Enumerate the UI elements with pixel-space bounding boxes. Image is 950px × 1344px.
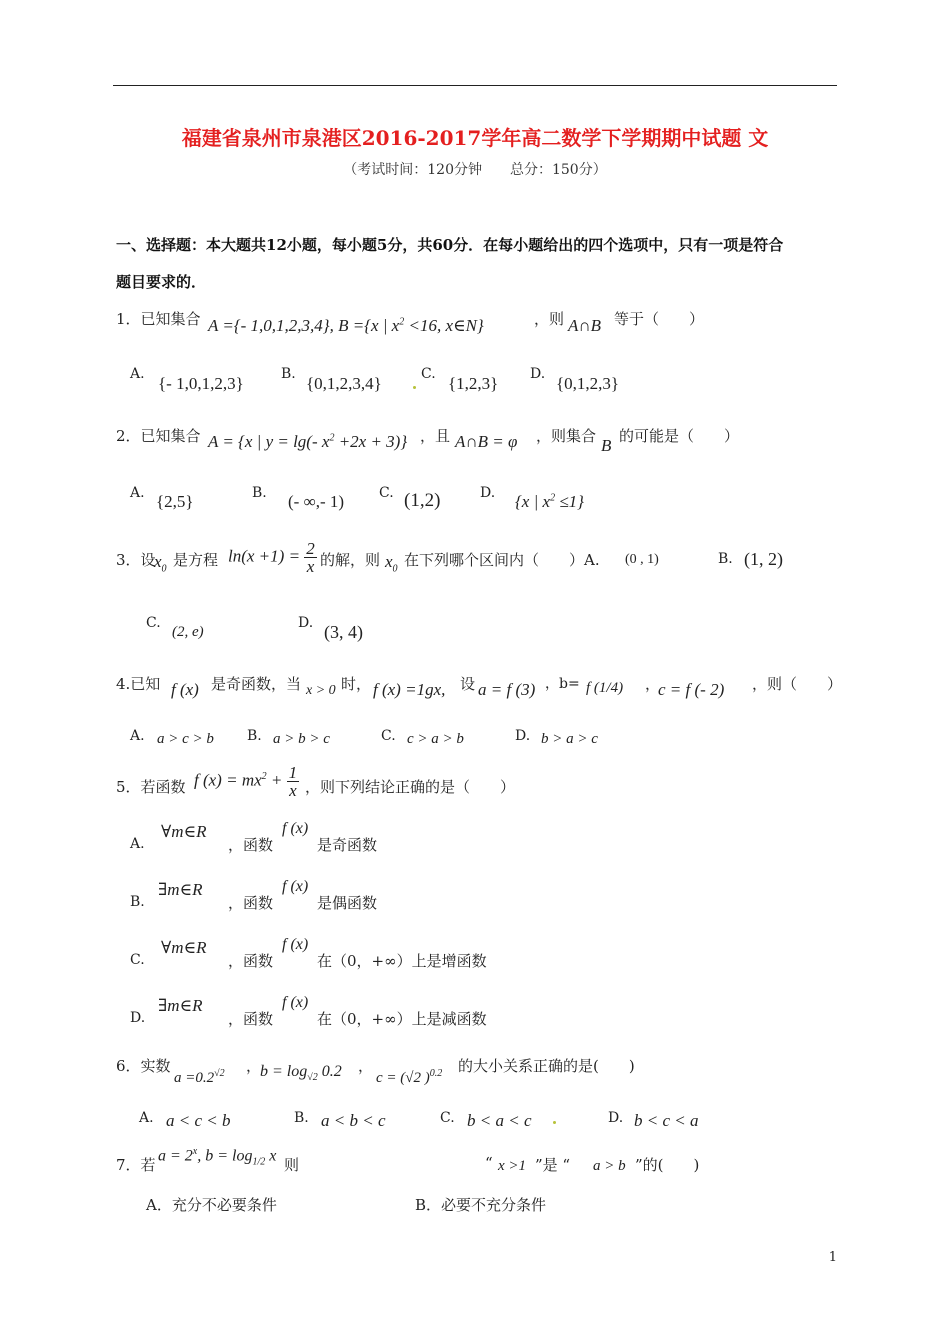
q5-option-d-text2: 在（0，+∞）上是减函数	[317, 1010, 487, 1028]
q5-function-head: f (x) = mx	[194, 770, 262, 790]
q4-fx: f (x)	[171, 680, 199, 699]
q6-option-b: a < b < c	[321, 1111, 386, 1130]
q2-option-a-label: A.	[130, 485, 145, 501]
q5-function-plus: +	[266, 770, 283, 790]
q4-number: 4.已知	[116, 675, 161, 693]
q3-option-c: (2, e)	[172, 624, 204, 640]
q4-tail: ，则（ ）	[752, 675, 843, 693]
q1-intersection: A∩B	[568, 316, 602, 335]
q5-option-b-fx: f (x)	[282, 878, 309, 895]
q5-option-b-text2: 是偶函数	[317, 894, 378, 912]
q1-then: ，则	[534, 310, 565, 328]
q2-option-d-tail: ≤1}	[555, 492, 584, 511]
q2-tail: 的可能是（ ）	[619, 427, 740, 445]
q6-a-exponent: √2	[214, 1068, 225, 1079]
q4-option-d-label: D.	[515, 728, 531, 744]
q1-number: 1．已知集合	[116, 310, 201, 328]
q2-set-a-head: A = {x | y = lg(- x	[208, 432, 330, 451]
q2-option-d-label: D.	[480, 485, 496, 501]
q7-quote-mid: ”是 “	[535, 1156, 571, 1174]
q5-fraction-denominator: x	[289, 781, 297, 800]
q5-prompt: ，则下列结论正确的是（ ）	[305, 778, 516, 796]
q6-option-a-label: A.	[139, 1110, 154, 1126]
q6-a	[174, 1068, 225, 1087]
q5-option-a-fx: f (x)	[282, 820, 309, 837]
q7-b-log: , b = log	[197, 1147, 253, 1165]
q6-a-base: a =0.2	[174, 1070, 215, 1086]
q2-option-d-head: {x | x	[515, 492, 551, 511]
q3-option-d-label: D.	[298, 615, 314, 631]
q3-option-a: (0 , 1)	[625, 552, 659, 567]
q6-option-c-label: C.	[440, 1110, 455, 1126]
q3-x0-ref: $x_0$	[385, 552, 398, 575]
q7-quote-open: “	[485, 1154, 493, 1172]
q3-x0-var: x	[154, 552, 162, 571]
q3-x0: $x_0$	[154, 552, 167, 575]
q5-fraction-numerator: 1	[288, 763, 298, 782]
q3-equation-label: 是方程	[173, 551, 219, 569]
q4-option-b-label: B.	[247, 728, 262, 744]
section-heading-line2: 题目要求的．	[116, 273, 207, 291]
q1-option-d-label: D.	[530, 366, 546, 382]
q4-b-label: ，b=	[545, 676, 580, 692]
page-number: 1	[828, 1250, 837, 1265]
exam-title: 福建省泉州市泉港区2016-2017学年高二数学下学期期中试题 文	[181, 126, 769, 150]
q3-equation	[228, 540, 317, 575]
q7-b-arg: x	[265, 1147, 277, 1165]
q4-option-c: c > a > b	[407, 731, 464, 747]
q2-number: 2．已知集合	[116, 427, 201, 445]
q5-function: f $(x) = mx^2$ + $\frac{1}{x}$	[194, 763, 298, 800]
q5-option-d-quantifier: ∃m∈R	[158, 996, 203, 1015]
q6-number: 6．实数	[116, 1057, 171, 1075]
q4-condition: x > 0	[306, 683, 336, 698]
q4-option-d: b > a > c	[541, 731, 598, 747]
q2-set-a: A = {x | y = lg(- $x^2 +2x + 3$)}	[208, 432, 408, 451]
q3-fraction-denominator: x	[306, 557, 315, 576]
q4-when: 时，	[341, 675, 372, 693]
q2-option-b-label: B.	[252, 485, 267, 501]
q7-a-base: a = 2	[158, 1147, 193, 1165]
q7-condition2: a > b	[593, 1158, 626, 1174]
q4-option-c-label: C.	[381, 728, 396, 744]
q1-option-a-label: A.	[130, 366, 145, 382]
q6-b-log: b = log	[260, 1063, 308, 1080]
q4-option-b: a > b > c	[273, 731, 330, 747]
q7-option-a: A．充分不必要条件	[146, 1196, 277, 1214]
q1-set-b-tail: <16, x∈N}	[404, 316, 484, 335]
q4-b-value: f (1/4)	[586, 680, 624, 696]
q4-c: c = f (- 2)	[658, 680, 725, 699]
q6-b-base: √2	[307, 1072, 318, 1084]
q3-number: 3．设	[116, 551, 156, 569]
q6-c	[376, 1068, 442, 1087]
q1-option-c-label: C.	[421, 366, 436, 382]
q6-sep2: ，	[358, 1057, 374, 1075]
q5-option-a-label: A.	[130, 836, 145, 852]
q2-condition: A∩B = φ	[455, 432, 518, 451]
q6-option-a: a < c < b	[166, 1111, 231, 1130]
q3-fraction-numerator: 2	[306, 539, 315, 558]
q7-number: 7．若	[116, 1156, 156, 1174]
q2-option-a: {2,5}	[156, 492, 194, 511]
q7-then: 则	[284, 1156, 300, 1174]
q2-option-c: (1,2)	[404, 490, 441, 511]
exam-subtitle: （考试时间：120分钟 总分：150分）	[343, 162, 607, 178]
q5-option-c-text1: ，函数	[228, 952, 274, 970]
q3-solution-text: 的解，则	[320, 551, 381, 569]
q1-option-b-label: B.	[281, 366, 296, 382]
q4-a: a = f (3)	[478, 680, 536, 699]
q4-let: 设	[460, 675, 476, 693]
q6-b	[260, 1063, 342, 1083]
section-heading-line1: 一、选择题：本大题共12小题，每小题5分，共60分．在每小题给出的四个选项中，只有一项是符合	[116, 236, 784, 254]
stray-dot-2	[553, 1121, 556, 1124]
q2-set-b: B	[601, 436, 612, 455]
q6-option-c: b < a < c	[467, 1111, 532, 1130]
q2-option-b: (- ∞,- 1)	[288, 492, 345, 511]
q5-option-c-text2: 在（0，+∞）上是增函数	[317, 952, 487, 970]
q3-option-c-label: C.	[146, 615, 161, 631]
q5-option-d-text1: ，函数	[228, 1010, 274, 1028]
q6-c-base: c = (√2 )	[376, 1070, 430, 1086]
q6-sep1: ，	[246, 1057, 262, 1075]
q6-prompt: 的大小关系正确的是( )	[458, 1057, 635, 1075]
q5-option-c-quantifier: ∀m∈R	[161, 938, 207, 957]
q4-comma: ，	[645, 675, 661, 693]
q7-definition	[158, 1146, 276, 1168]
q5-option-d-label: D.	[130, 1010, 146, 1026]
q5-option-b-text1: ，函数	[228, 894, 274, 912]
q3-interval-prompt: 在下列哪个区间内（ ）A.	[404, 551, 600, 569]
q4-definition: f (x) =1gx,	[373, 680, 446, 699]
q7-tail: ”的( )	[635, 1156, 700, 1174]
q5-option-a-quantifier: ∀m∈R	[161, 822, 207, 841]
q4-option-a-label: A.	[130, 728, 145, 744]
q2-option-d: {x | $x^2 \le 1$}	[515, 492, 584, 511]
header-rule	[113, 85, 837, 86]
q3-option-d: (3, 4)	[324, 622, 363, 642]
q1-set-a: A ={- 1,0,1,2,3,4}	[208, 316, 330, 335]
q2-and: ，且	[420, 427, 451, 445]
q6-option-d-label: D.	[608, 1110, 624, 1126]
q6-c-exponent: 0.2	[429, 1068, 443, 1079]
q5-option-c-label: C.	[130, 952, 145, 968]
q2-then-set: ，则集合	[536, 427, 597, 445]
q5-option-c-fx: f (x)	[282, 936, 309, 953]
q7-b-base: 1/2	[252, 1156, 266, 1168]
q3-option-b-label: B.	[718, 551, 733, 567]
q7-condition1: x >1	[498, 1158, 527, 1174]
q3-x0-ref-var: x	[385, 552, 393, 571]
q3-equation-lhs: ln(x +1) =	[228, 546, 301, 566]
q7-option-b: B．必要不充分条件	[415, 1196, 547, 1214]
q1-set-definition: A ={- 1,0,1,2,3,4}, B ={x | $x^2 <16$, x∈N}	[208, 316, 484, 335]
q6-option-d: b < c < a	[634, 1111, 699, 1130]
q5-option-a-text2: 是奇函数	[317, 836, 378, 854]
q7-a-exponent: x	[192, 1146, 198, 1157]
q5-option-b-quantifier: ∃m∈R	[158, 880, 203, 899]
q5-number: 5．若函数	[116, 778, 186, 796]
q1-set-b: , B ={x | x	[329, 316, 400, 335]
q1-option-a: {- 1,0,1,2,3}	[158, 374, 244, 393]
q1-tail: 等于（ ）	[614, 310, 705, 328]
q3-option-b: (1, 2)	[744, 549, 783, 569]
stray-dot	[413, 386, 416, 389]
q5-option-d-fx: f (x)	[282, 994, 309, 1011]
q4-option-a: a > c > b	[157, 731, 214, 747]
q4-odd-text: 是奇函数，当	[211, 675, 302, 693]
q6-option-b-label: B.	[294, 1110, 309, 1126]
q1-option-b: {0,1,2,3,4}	[306, 374, 382, 393]
q1-option-c: {1,2,3}	[448, 374, 499, 393]
q5-option-a-text1: ，函数	[228, 836, 274, 854]
q2-option-c-label: C.	[379, 485, 394, 501]
q6-b-arg: 0.2	[317, 1063, 342, 1080]
q5-option-b-label: B.	[130, 894, 145, 910]
q2-set-a-tail: +2x + 3)}	[334, 432, 408, 451]
q1-option-d: {0,1,2,3}	[556, 374, 620, 393]
